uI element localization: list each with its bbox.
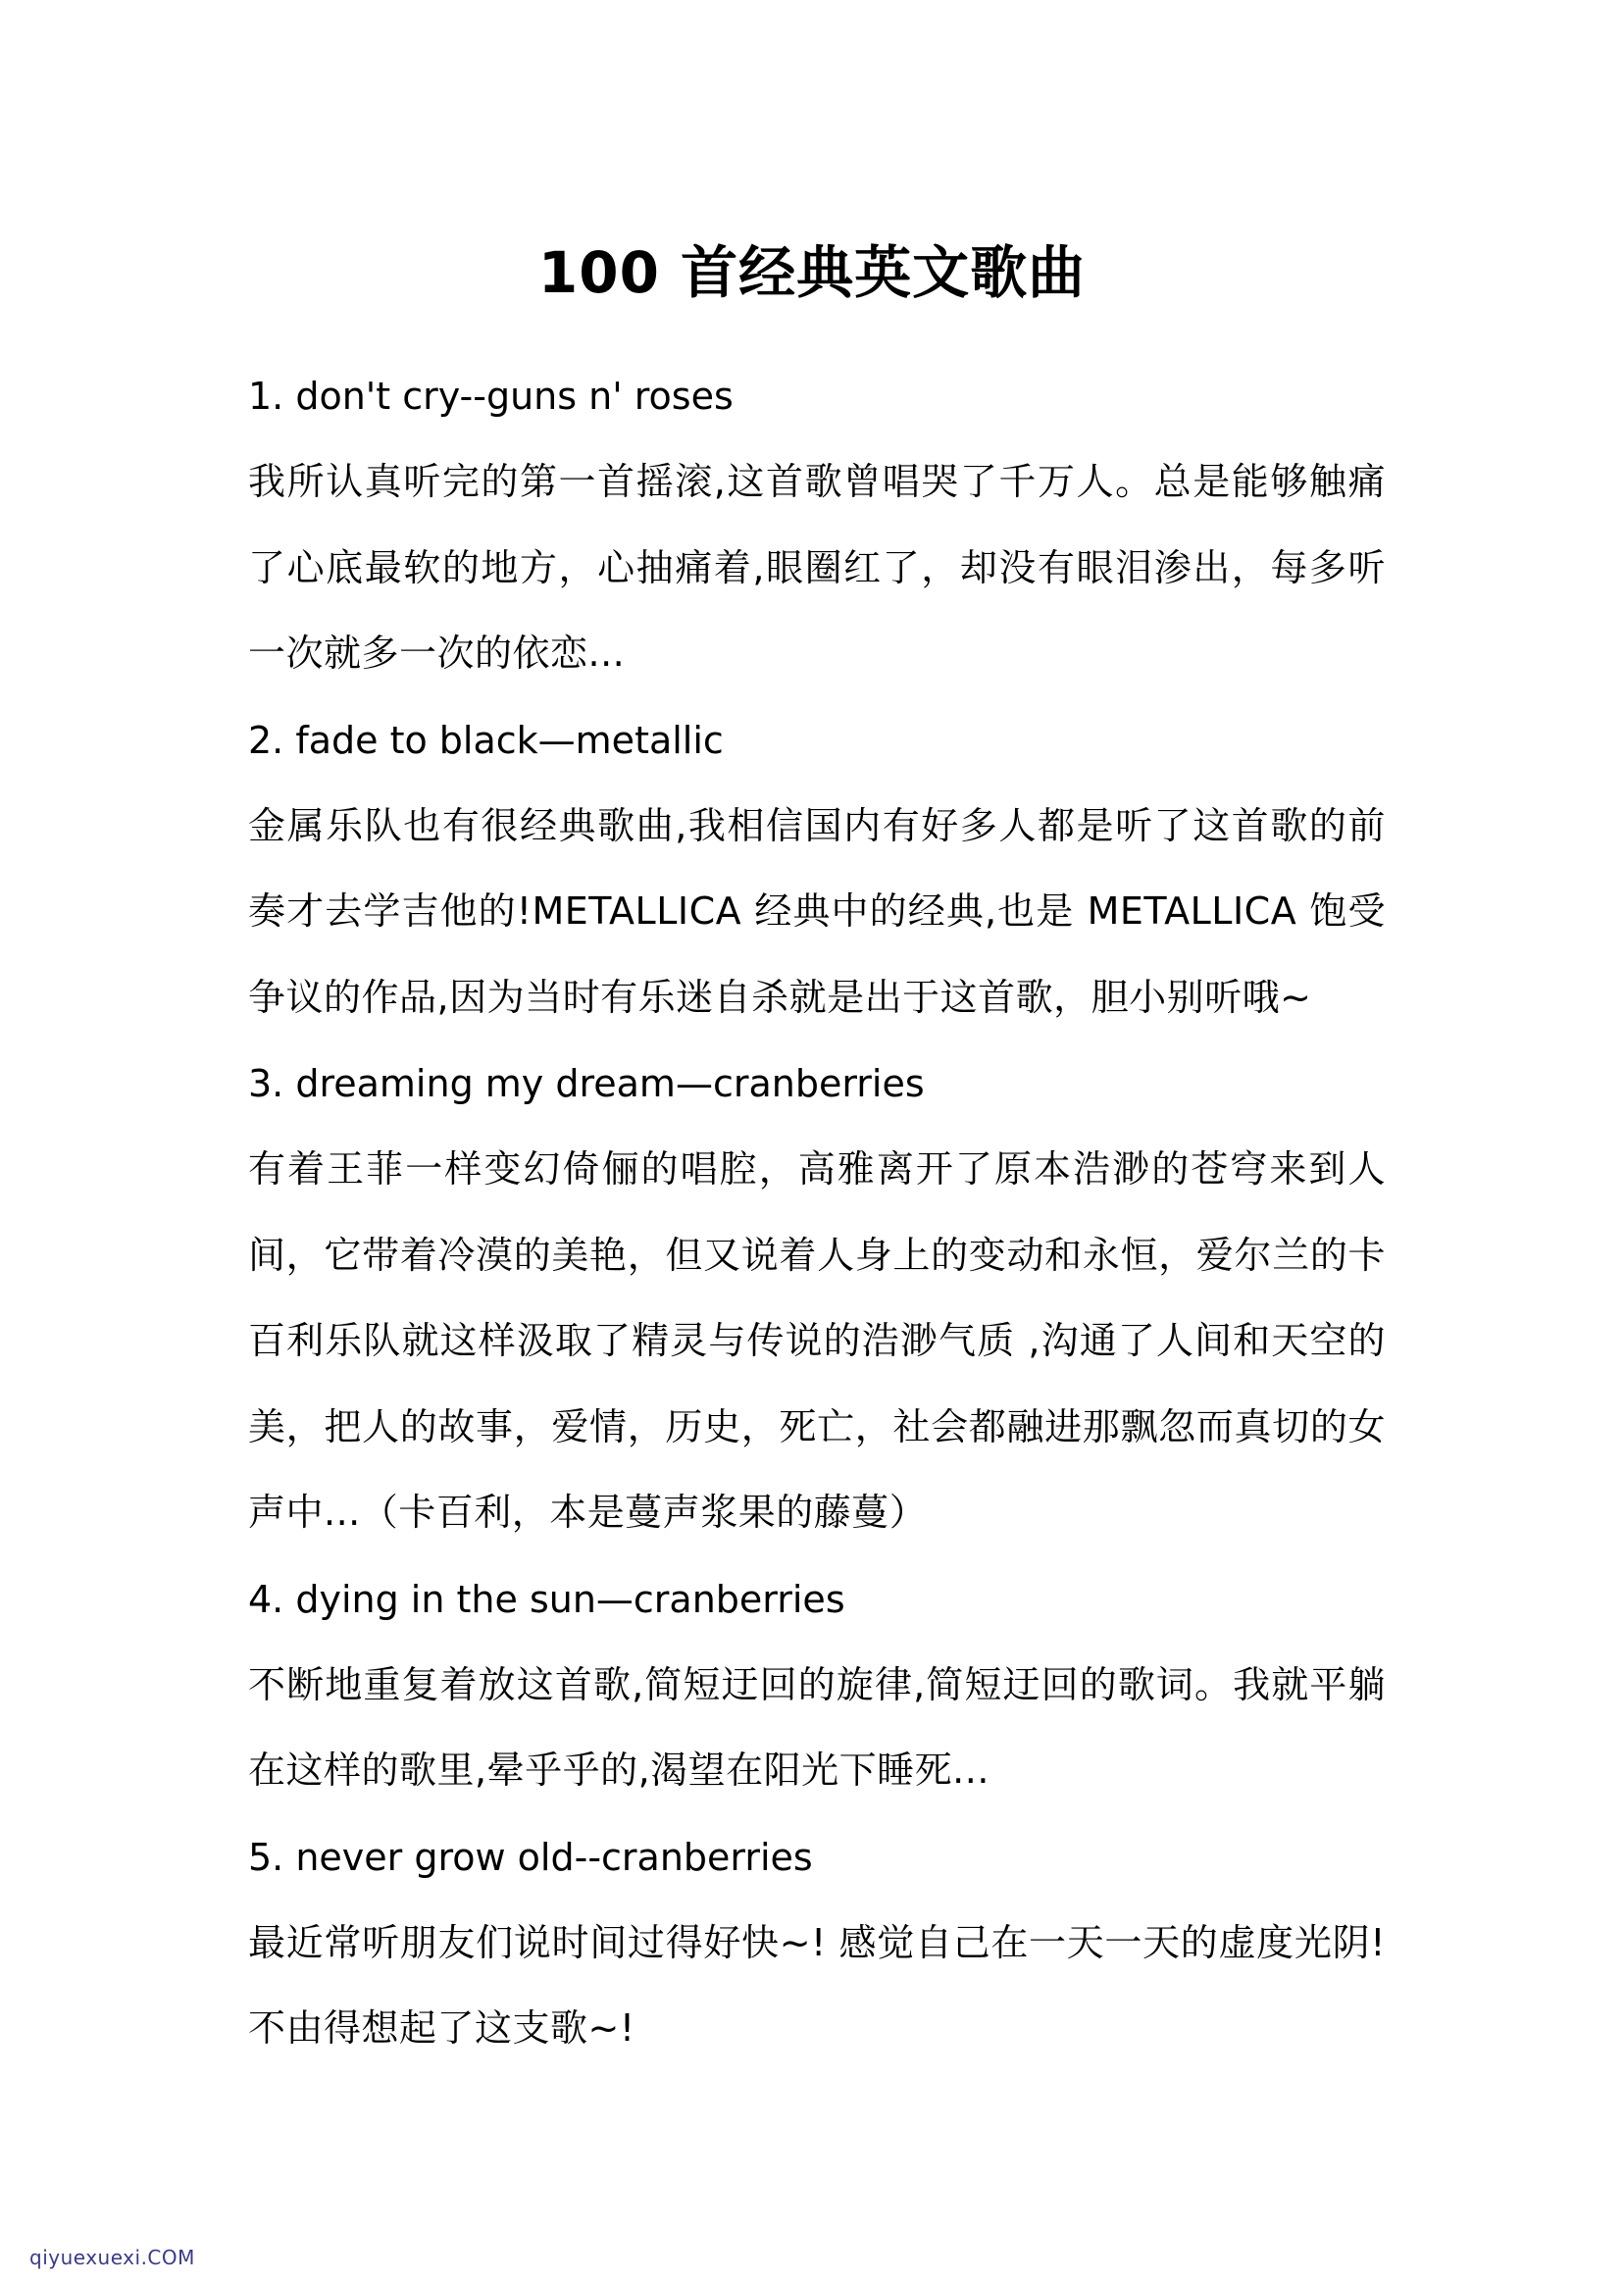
song-list — [248, 353, 1386, 2072]
song-description: 有着王菲一样变幻倚俪的唱腔，高雅离开了原本浩渺的苍穹来到人间，它带着冷漠的美艳，但又说着人身上的变动和永恒，爱尔兰的卡百利乐队就这样汲取了精灵与传说的浩渺气质 ,沟通了人间和天空的美，把人的故事，爱情，历史，死亡，社会都融进那飘忽而真切的女声中...（卡百利，本是蔓声浆果的藤蔓） — [248, 1147, 1386, 1534]
song-entry-5 — [248, 1814, 1386, 2072]
song-heading: 4. dying in the sun—cranberries — [248, 1577, 845, 1621]
song-entry-4 — [248, 1556, 1386, 1814]
song-entry-1 — [248, 353, 1386, 697]
song-entry-2 — [248, 697, 1386, 1041]
song-description: 最近常听朋友们说时间过得好快~! 感觉自己在一天一天的虚度光阴!不由得想起了这支歌~! — [248, 1920, 1386, 2050]
site-watermark: qiyuexuexi.COM — [29, 2246, 195, 2269]
song-description: 金属乐队也有很经典歌曲,我相信国内有好多人都是听了这首歌的前奏才去学吉他的!METALLICA 经典中的经典,也是 METALLICA 饱受争议的作品,因为当时有乐迷自杀就是出于这首歌，胆小别听哦~ — [248, 803, 1386, 1019]
song-heading: 2. fade to black—metallic — [248, 718, 724, 762]
song-description: 我所认真听完的第一首摇滚,这首歌曾唱哭了千万人。总是能够触痛了心底最软的地方，心抽痛着,眼圈红了，却没有眼泪渗出，每多听一次就多一次的依恋... — [248, 460, 1386, 675]
song-entry-3 — [248, 1040, 1386, 1556]
song-description: 不断地重复着放这首歌,简短迂回的旋律,简短迂回的歌词。我就平躺在这样的歌里,晕乎乎的,渴望在阳光下睡死... — [248, 1662, 1386, 1792]
song-heading: 5. never grow old--cranberries — [248, 1835, 813, 1879]
page-title: 100 首经典英文歌曲 — [537, 239, 1087, 306]
song-heading: 1. don't cry--guns n' roses — [248, 375, 734, 418]
song-heading: 3. dreaming my dream—cranberries — [248, 1062, 925, 1105]
